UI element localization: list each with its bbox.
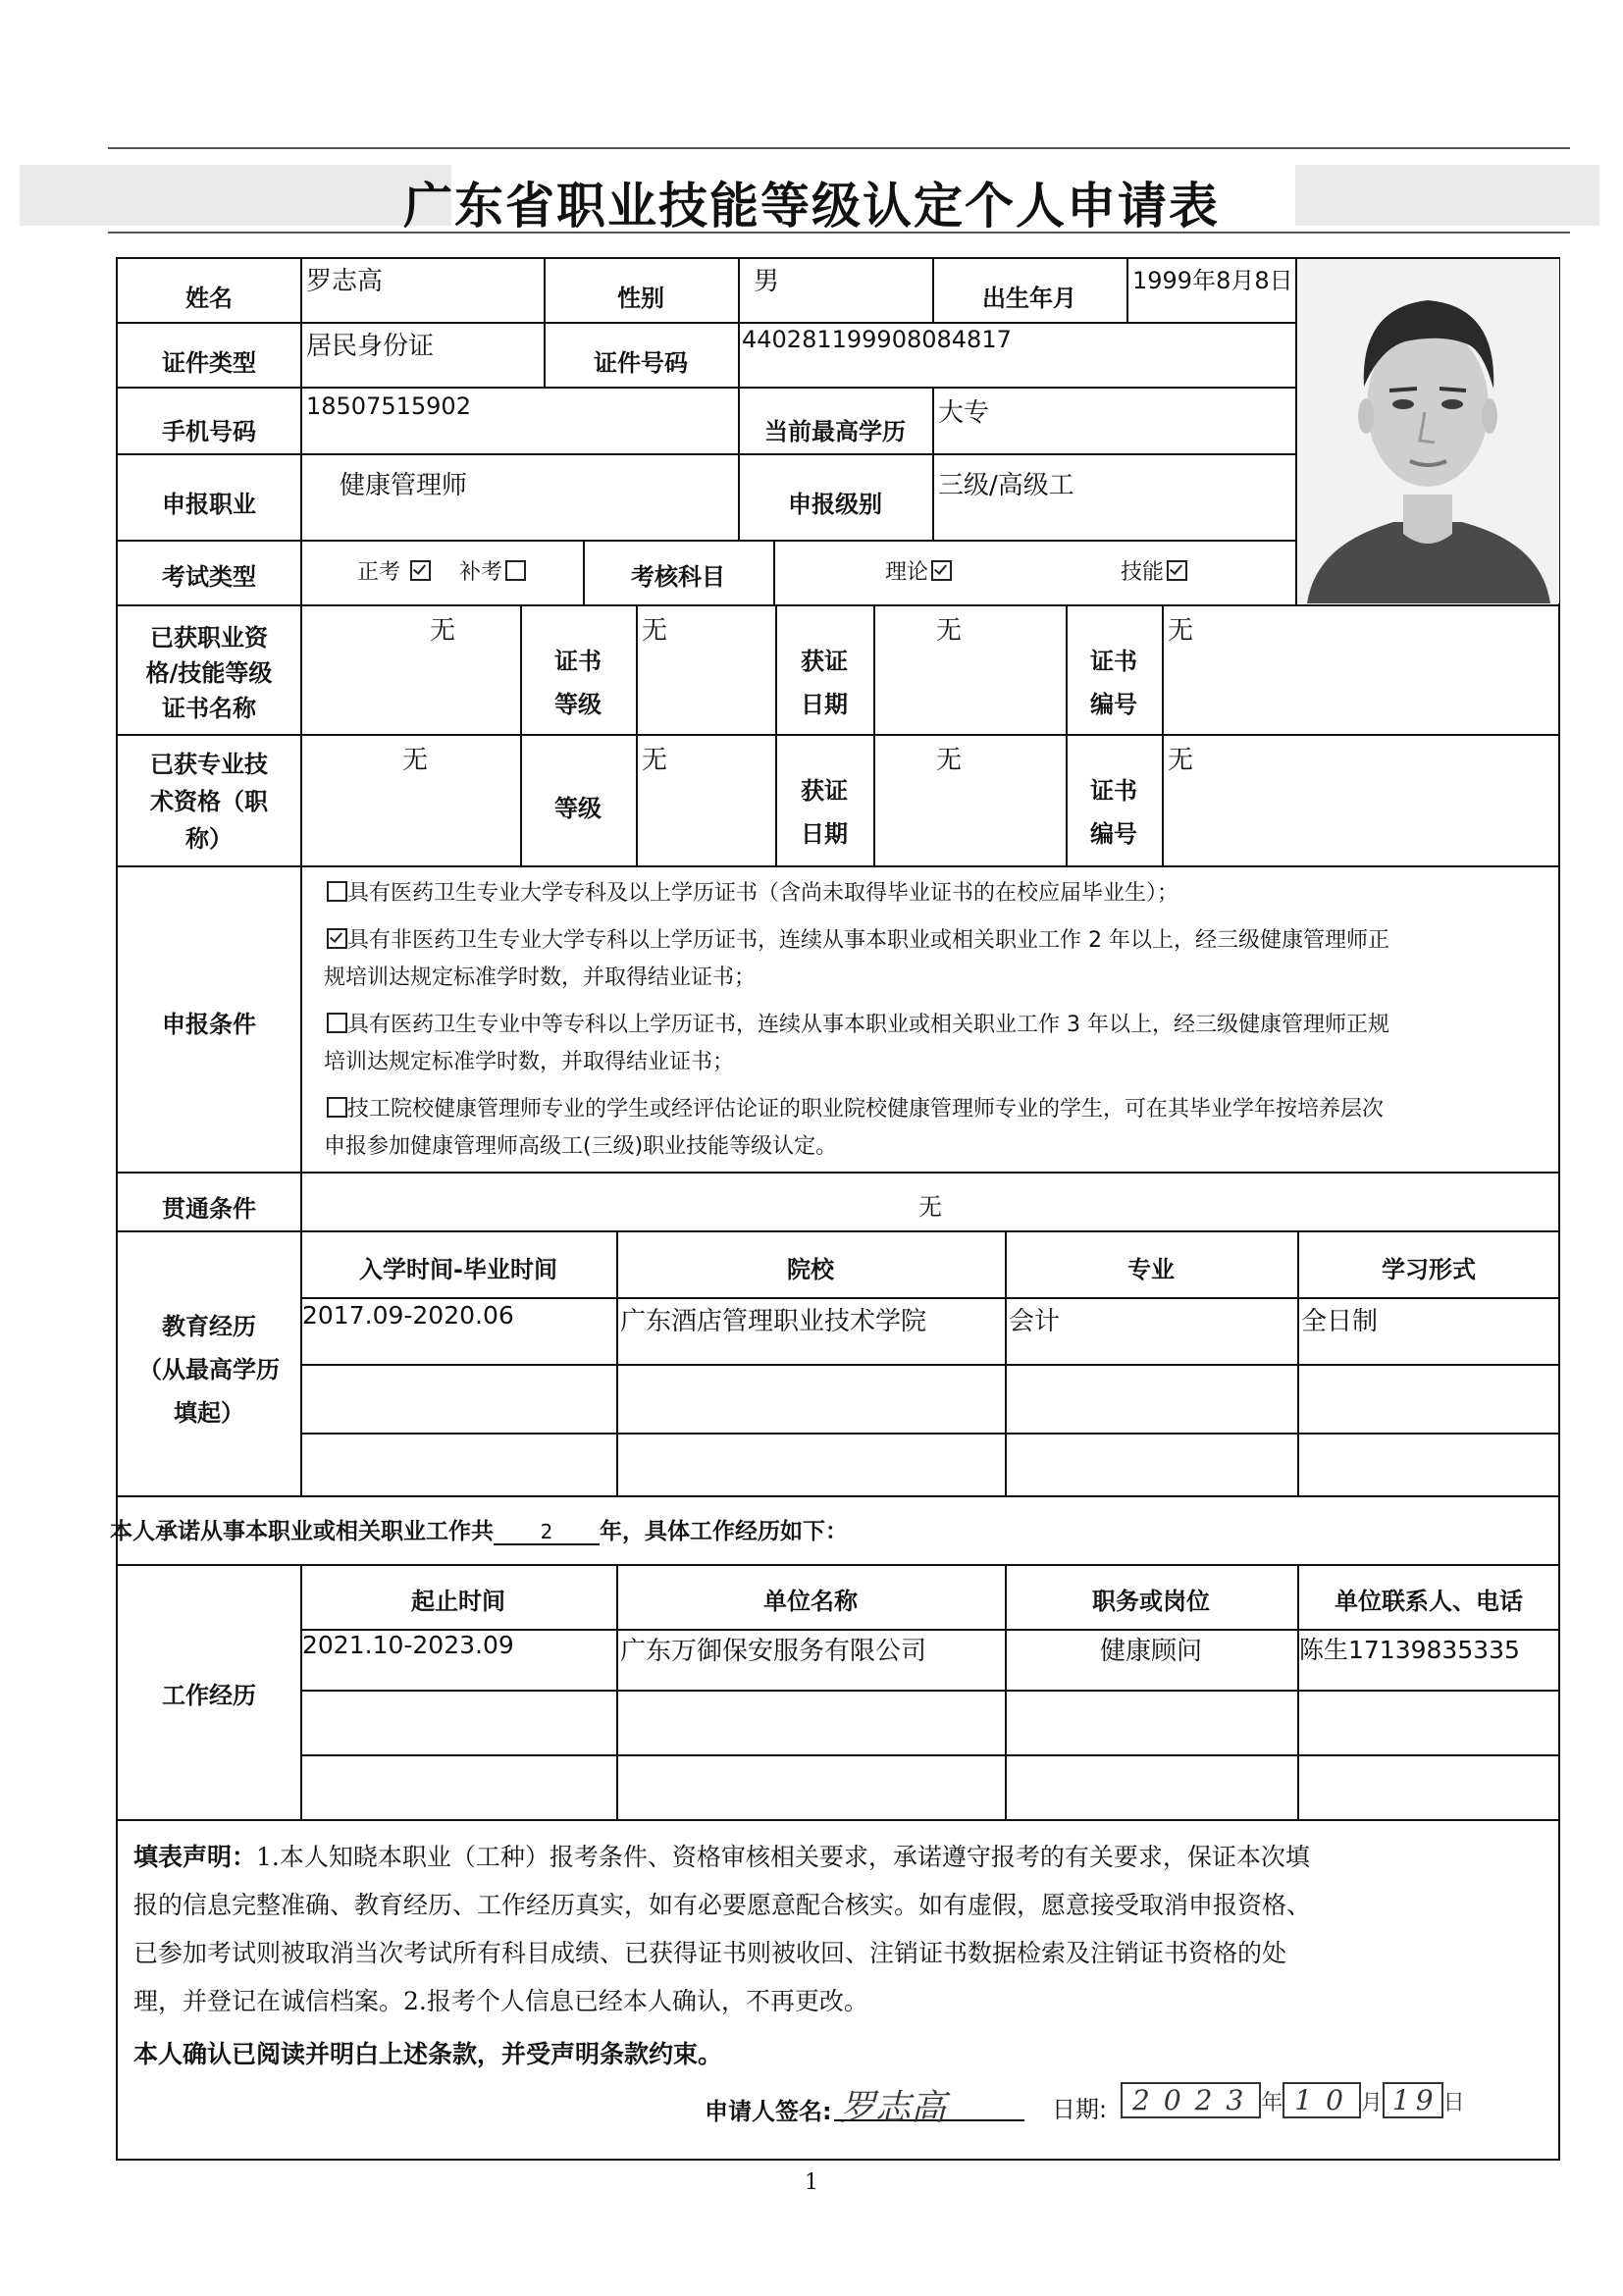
phone-value[interactable]: 18507515902 — [306, 392, 471, 420]
prof-date-value[interactable]: 无 — [936, 746, 963, 775]
exam-regular-label: 正考 — [357, 560, 401, 585]
signature-label: 申请人签名: — [705, 2098, 832, 2125]
prof-level-value[interactable]: 无 — [642, 746, 668, 775]
declaration-confirm: 本人确认已阅读并明白上述条款，并受声明条款约束。 — [133, 2040, 723, 2068]
exam-makeup-option[interactable] — [459, 555, 526, 586]
work-header-period: 起止时间 — [411, 1588, 505, 1615]
condition-item[interactable]: 具有非医药卫生专业大学专科以上学历证书，连续从事本职业或相关职业工作 2 年以上，经三级健康管理师正 — [324, 922, 1389, 960]
condition-item[interactable]: 具有医药卫生专业中等专科以上学历证书，连续从事本职业或相关职业工作 3 年以上，经三级健康管理师正规 — [324, 1007, 1389, 1044]
gender-label: 性别 — [617, 285, 664, 312]
occupation-label: 申报职业 — [162, 491, 256, 518]
work-header-position: 职务或岗位 — [1092, 1588, 1210, 1615]
id-number-value[interactable]: 440281199908084817 — [742, 326, 1012, 353]
edu-header-mode: 学习形式 — [1382, 1256, 1476, 1283]
education-value[interactable]: 大专 — [938, 398, 990, 428]
condition-checkbox[interactable] — [327, 1013, 347, 1033]
qual-date-label: 获证 日期 — [801, 648, 848, 718]
through-label: 贯通条件 — [162, 1195, 256, 1223]
exam-makeup-label: 补考 — [459, 560, 503, 585]
gender-value[interactable]: 男 — [754, 267, 780, 296]
work-header-company: 单位名称 — [763, 1588, 858, 1615]
exam-regular-option[interactable] — [357, 555, 431, 586]
edu-school[interactable]: 广东酒店管理职业技术学院 — [620, 1307, 927, 1336]
work-header-contact: 单位联系人、电话 — [1335, 1588, 1523, 1615]
name-value[interactable]: 罗志高 — [306, 267, 384, 296]
condition-item[interactable]: 技工院校健康管理师专业的学生或经评估论证的职业院校健康管理师专业的学生，可在其毕业学年按培养层次 — [324, 1091, 1389, 1128]
condition-checkbox[interactable] — [327, 881, 347, 902]
id-type-value[interactable]: 居民身份证 — [306, 332, 435, 361]
page-number: 1 — [805, 2170, 818, 2195]
edu-period[interactable]: 2017.09-2020.06 — [302, 1301, 514, 1330]
title-rule-top — [108, 147, 1570, 149]
work-history-label: 工作经历 — [162, 1682, 256, 1709]
prof-grade-label: 等级 — [554, 795, 602, 822]
edu-major[interactable]: 会计 — [1009, 1307, 1061, 1336]
declaration: 填表声明：1.本人知晓本职业（工种）报考条件、资格审核相关要求，承诺遵守报考的有关要求，保证本次填 报的信息完整准确、教育经历、工作经历真实，如有必要愿意配合核实。如有虚假，愿意接受取消申报资格、 已参加考试则被取消当次考试所有科目成绩、已获得证书则被收回、注销证书数据检索及注销证书资格的处 理，并登记在诚信档案。2.报考个人信息已经本人确认，不再更改。 — [133, 1843, 1312, 2015]
month-value[interactable]: 10 — [1283, 2082, 1361, 2118]
occupation-value[interactable]: 健康管理师 — [340, 471, 468, 500]
exam-skill-option[interactable] — [1121, 555, 1187, 586]
qual-cert-value[interactable]: 无 — [430, 616, 456, 646]
exam-type-label: 考试类型 — [162, 563, 256, 591]
qual-level-value[interactable]: 无 — [642, 616, 668, 646]
level-label: 申报级别 — [788, 491, 882, 518]
phone-label: 手机号码 — [162, 418, 256, 445]
exam-skill-checkbox[interactable] — [1167, 560, 1187, 581]
work-period[interactable]: 2021.10-2023.09 — [302, 1631, 514, 1659]
prof-date-label: 获证 日期 — [801, 777, 848, 848]
date-label: 日期: — [1052, 2096, 1108, 2123]
date-field[interactable]: 2023 年 10 月 19 日 — [1121, 2082, 1465, 2118]
qual-date-value[interactable]: 无 — [936, 616, 963, 646]
qual-number-value[interactable]: 无 — [1168, 616, 1194, 646]
edu-header-period: 入学时间-毕业时间 — [359, 1256, 557, 1283]
education-label: 当前最高学历 — [764, 418, 906, 445]
id-number-label: 证件号码 — [594, 349, 688, 377]
form-title: 广东省职业技能等级认定个人申请表 — [403, 177, 1220, 235]
day-value[interactable]: 19 — [1383, 2082, 1443, 2118]
education-history-label: 教育经历 （从最高学历 填起） — [138, 1313, 280, 1427]
condition-item[interactable]: 具有医药卫生专业大学专科及以上学历证书（含尚未取得毕业证书的在校应届毕业生）； — [324, 875, 1389, 913]
applicant-photo — [1297, 259, 1559, 603]
exam-theory-option[interactable] — [885, 555, 952, 586]
conditions-label: 申报条件 — [162, 1011, 256, 1038]
edu-header-school: 院校 — [787, 1256, 834, 1283]
exam-theory-checkbox[interactable] — [931, 560, 952, 581]
exam-makeup-checkbox[interactable] — [505, 560, 526, 581]
edu-mode[interactable]: 全日制 — [1301, 1307, 1379, 1336]
prof-number-value[interactable]: 无 — [1168, 746, 1194, 775]
work-contact[interactable]: 陈生17139835335 — [1299, 1636, 1520, 1664]
through-value[interactable]: 无 — [918, 1193, 942, 1221]
qual-number-label: 证书 编号 — [1090, 648, 1137, 718]
work-company[interactable]: 广东万御保安服务有限公司 — [620, 1637, 927, 1666]
exam-theory-label: 理论 — [885, 560, 929, 585]
cert-level-label: 证书 等级 — [554, 648, 602, 718]
condition-checkbox[interactable] — [327, 1097, 347, 1118]
prof-title-label: 已获专业技 术资格（职 称） — [150, 751, 268, 853]
exam-regular-checkbox[interactable] — [410, 560, 431, 581]
signature-field[interactable] — [834, 2080, 1024, 2128]
prof-number-label: 证书 编号 — [1090, 777, 1137, 848]
condition-checkbox[interactable] — [327, 928, 347, 949]
level-value[interactable]: 三级/高级工 — [938, 471, 1074, 500]
work-promise: 本人承诺从事本职业或相关职业工作共 2 年，具体工作经历如下： — [110, 1519, 848, 1544]
birth-value[interactable]: 1999年8月8日 — [1132, 267, 1293, 294]
name-label: 姓名 — [185, 285, 233, 312]
work-years-value[interactable]: 2 — [494, 1520, 600, 1545]
work-position[interactable]: 健康顾问 — [1099, 1637, 1202, 1666]
subjects-label: 考核科目 — [631, 563, 725, 591]
exam-skill-label: 技能 — [1121, 560, 1165, 585]
id-type-label: 证件类型 — [162, 349, 256, 377]
qual-cert-label: 已获职业资 格/技能等级 证书名称 — [145, 624, 273, 722]
edu-header-major: 专业 — [1127, 1256, 1175, 1283]
conditions-list: 具有医药卫生专业大学专科及以上学历证书（含尚未取得毕业证书的在校应届毕业生）； 具有非医药卫生专业大学专科以上学历证书，连续从事本职业或相关职业工作 2 年以上，经三级健康管理师正 规培训达规定标准学时数，并取得结业证书； 具有医药卫生专业中等专科以上学历证书，连续从事本职业或相关职业工作 3 年以上，经三级健康管理师正规 培训达规定标准学时数，并取得结业证书； 技工院校健康管理师专业的学生或经评估论证的职业院校健康管理师专业的学生，可在其毕业学年按培养层次 申报参加健康管理师高级工(三级)职业技能等级认定。 — [324, 875, 1389, 1166]
handwritten-signature: 罗志高 — [840, 2088, 947, 2128]
prof-title-value[interactable]: 无 — [402, 746, 429, 775]
applicant-photo-image — [1297, 259, 1559, 603]
year-value[interactable]: 2023 — [1121, 2082, 1261, 2118]
birth-label: 出生年月 — [982, 285, 1076, 312]
